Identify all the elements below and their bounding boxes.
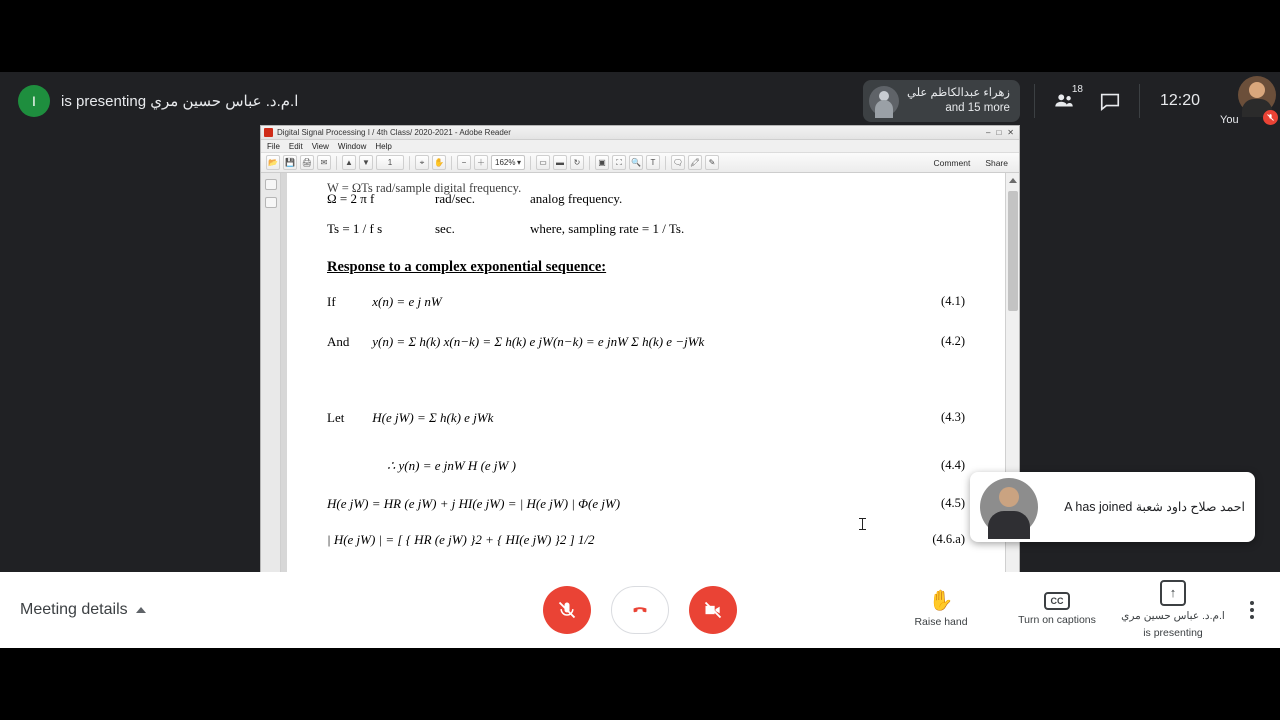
pdf-page-canvas[interactable] — [281, 173, 1005, 615]
toolbar-divider — [1034, 84, 1035, 118]
zoom-level-dropdown[interactable] — [491, 155, 525, 170]
equation-lead: If — [327, 294, 336, 309]
toolbar-separator-6 — [665, 156, 666, 170]
chat-icon[interactable] — [1087, 78, 1133, 124]
read-mode-icon[interactable]: ▣ — [595, 155, 609, 170]
participant-joined-toast — [970, 472, 1255, 542]
top-bar-right-group — [863, 72, 1280, 129]
close-icon[interactable]: ✕ — [1007, 128, 1014, 137]
presenting-person-name: ا.م.د. عباس حسين مري — [1121, 609, 1225, 622]
presenting-banner — [18, 85, 298, 117]
zoom-in-icon[interactable]: ＋ — [474, 155, 488, 170]
raise-hand-label: Raise hand — [914, 616, 968, 629]
call-controls — [543, 586, 737, 634]
equation-lead: Let — [327, 410, 345, 425]
present-screen-icon: ↑ — [1160, 580, 1186, 606]
fullscreen-icon[interactable]: ⛶ — [612, 155, 626, 170]
captions-label: Turn on captions — [1018, 614, 1096, 627]
meeting-clock: 12:20 — [1159, 91, 1200, 109]
rotate-icon[interactable]: ↻ — [570, 155, 584, 170]
adobe-reader-icon — [264, 128, 273, 137]
self-label: You — [1220, 114, 1239, 126]
chevron-down-icon[interactable]: ▾ — [516, 158, 521, 167]
definition-symbol: Ts = 1 / f s — [327, 221, 383, 236]
maximize-icon[interactable]: □ — [996, 128, 1002, 137]
pdf-vertical-scrollbar[interactable] — [1005, 173, 1019, 615]
definition-desc: analog frequency. — [530, 191, 623, 206]
pdf-title-bar — [261, 126, 1019, 140]
camera-toggle-button[interactable] — [689, 586, 737, 634]
pdf-body — [261, 173, 1019, 615]
toolbar-divider-2 — [1139, 84, 1140, 118]
participant-avatar — [869, 86, 899, 116]
sticky-note-icon[interactable]: 🗨 — [671, 155, 685, 170]
presenter-status-text: ا.م.د. عباس حسين مري is presenting — [61, 92, 299, 110]
comment-button[interactable]: Comment — [933, 157, 971, 168]
menu-view[interactable]: View — [311, 141, 329, 151]
meet-top-bar — [0, 72, 1280, 129]
menu-help[interactable]: Help — [375, 141, 392, 151]
equation-row — [327, 334, 965, 350]
toolbar-separator-4 — [530, 156, 531, 170]
save-icon[interactable]: 💾 — [283, 155, 297, 170]
hand-tool-icon[interactable]: ✋ — [432, 155, 446, 170]
pdf-toolbar[interactable] — [261, 153, 1019, 173]
definition-row — [327, 221, 965, 237]
equation-row — [327, 532, 965, 548]
equation-body: H(e jW) = Σ h(k) e jWk — [372, 410, 494, 425]
equation-body: H(e jW) = HR (e jW) + j HI(e jW) = | H(e jW) | Φ(e jW) — [327, 496, 621, 511]
toast-message: احمد صلاح داود شعبة A has joined — [1064, 499, 1245, 514]
hand-icon: ✋ — [928, 590, 954, 613]
document-content — [287, 173, 1005, 548]
equation-row — [327, 294, 965, 310]
equation-number: (4.2) — [941, 334, 965, 348]
select-tool-icon[interactable]: ⌖ — [415, 155, 429, 170]
equation-row — [327, 458, 965, 474]
toolbar-separator-3 — [451, 156, 452, 170]
fit-width-icon[interactable]: ▬ — [553, 155, 567, 170]
highlight-icon[interactable]: 🖍 — [688, 155, 702, 170]
toolbar-separator-2 — [409, 156, 410, 170]
fit-page-icon[interactable]: ▭ — [536, 155, 550, 170]
window-buttons[interactable] — [986, 128, 1014, 137]
definition-symbol: Ω = 2 π f — [327, 191, 375, 206]
people-icon[interactable] — [1041, 78, 1087, 124]
meeting-details-label: Meeting details — [20, 601, 128, 618]
meet-bottom-bar — [0, 572, 1280, 648]
equation-number: (4.3) — [941, 410, 965, 424]
clipped-top-line: W = ΩTs rad/sample digital frequency. — [327, 181, 522, 195]
page-down-icon[interactable]: ▼ — [359, 155, 373, 170]
captions-button[interactable] — [1002, 592, 1112, 627]
participants-pill[interactable] — [863, 80, 1020, 122]
present-now-button[interactable] — [1118, 580, 1228, 640]
self-thumbnail[interactable] — [1214, 72, 1280, 129]
pdf-window-title: Digital Signal Processing I / 4th Class/ 2020-2021 - Adobe Reader — [277, 128, 511, 137]
participant-name: زهراء عبدالكاظم علي — [907, 86, 1010, 99]
menu-file[interactable]: File — [267, 141, 280, 151]
equation-number: (4.5) — [941, 496, 965, 510]
equation-body: x(n) = e j nW — [372, 294, 442, 309]
presenter-avatar: I — [18, 85, 50, 117]
equation-number: (4.4) — [941, 458, 965, 472]
avatar — [980, 478, 1038, 536]
share-button[interactable]: Share — [985, 157, 1008, 168]
equation-number: (4.6.a) — [932, 532, 965, 546]
scrollbar-thumb[interactable] — [1008, 191, 1018, 311]
presenting-status-label: is presenting — [1143, 627, 1203, 639]
page-number-field[interactable]: 1 — [376, 155, 404, 170]
find-icon[interactable]: 🔍 — [629, 155, 643, 170]
toolbar-separator-5 — [589, 156, 590, 170]
equation-lead: And — [327, 334, 350, 349]
zoom-level-value: 162% — [495, 158, 516, 167]
equation-row — [327, 496, 965, 512]
pdf-side-rail[interactable] — [261, 173, 281, 615]
definition-unit: sec. — [435, 221, 455, 236]
closed-caption-icon: CC — [1044, 592, 1070, 610]
menu-edit[interactable]: Edit — [288, 141, 303, 151]
google-meet-window — [0, 72, 1280, 648]
equation-body: ∴ y(n) = e jnW H (e jW ) — [387, 458, 516, 473]
equation-body: | H(e jW) | = [ { HR (e jW) }2 + { HI(e jW) }2 ] 1/2 — [327, 532, 595, 547]
section-heading: Response to a complex exponential sequence: — [327, 259, 607, 275]
scroll-up-icon[interactable] — [1009, 178, 1017, 183]
attachments-icon[interactable] — [265, 197, 277, 208]
page-thumbnails-icon[interactable] — [265, 179, 277, 190]
minimize-icon[interactable]: – — [986, 128, 991, 137]
definition-desc: where, sampling rate = 1 / Ts. — [530, 221, 685, 236]
open-file-icon[interactable]: 📂 — [266, 155, 280, 170]
sign-icon[interactable]: ✎ — [705, 155, 719, 170]
menu-window[interactable]: Window — [337, 141, 367, 151]
bottom-right-controls — [886, 580, 1270, 640]
self-mic-off-icon — [1263, 110, 1278, 125]
chevron-up-icon[interactable] — [136, 607, 146, 613]
print-icon[interactable]: 🖨 — [300, 155, 314, 170]
definition-unit: rad/sec. — [435, 191, 476, 206]
self-video-tile — [1238, 76, 1276, 114]
equation-number: (4.1) — [941, 294, 965, 308]
page-up-icon[interactable]: ▲ — [342, 155, 356, 170]
toolbar-separator — [336, 156, 337, 170]
participants-count: 18 — [1071, 83, 1083, 95]
shared-screen-pdf-reader[interactable] — [260, 125, 1020, 614]
raise-hand-button[interactable] — [886, 590, 996, 629]
text-select-icon[interactable]: T — [646, 155, 660, 170]
more-options-icon[interactable] — [1234, 586, 1270, 634]
equation-body: y(n) = Σ h(k) x(n−k) = Σ h(k) e jW(n−k) = e jnW Σ h(k) e −jWk — [372, 334, 705, 349]
zoom-out-icon[interactable]: − — [457, 155, 471, 170]
email-icon[interactable]: ✉ — [317, 155, 331, 170]
participant-overflow-count: and 15 more — [945, 101, 1010, 114]
microphone-toggle-button[interactable] — [543, 586, 591, 634]
pdf-menu-bar[interactable] — [261, 140, 1019, 153]
text-cursor-icon — [862, 518, 863, 530]
end-call-button[interactable] — [611, 586, 669, 634]
equation-row — [327, 410, 965, 426]
meeting-details-button[interactable] — [20, 601, 146, 619]
